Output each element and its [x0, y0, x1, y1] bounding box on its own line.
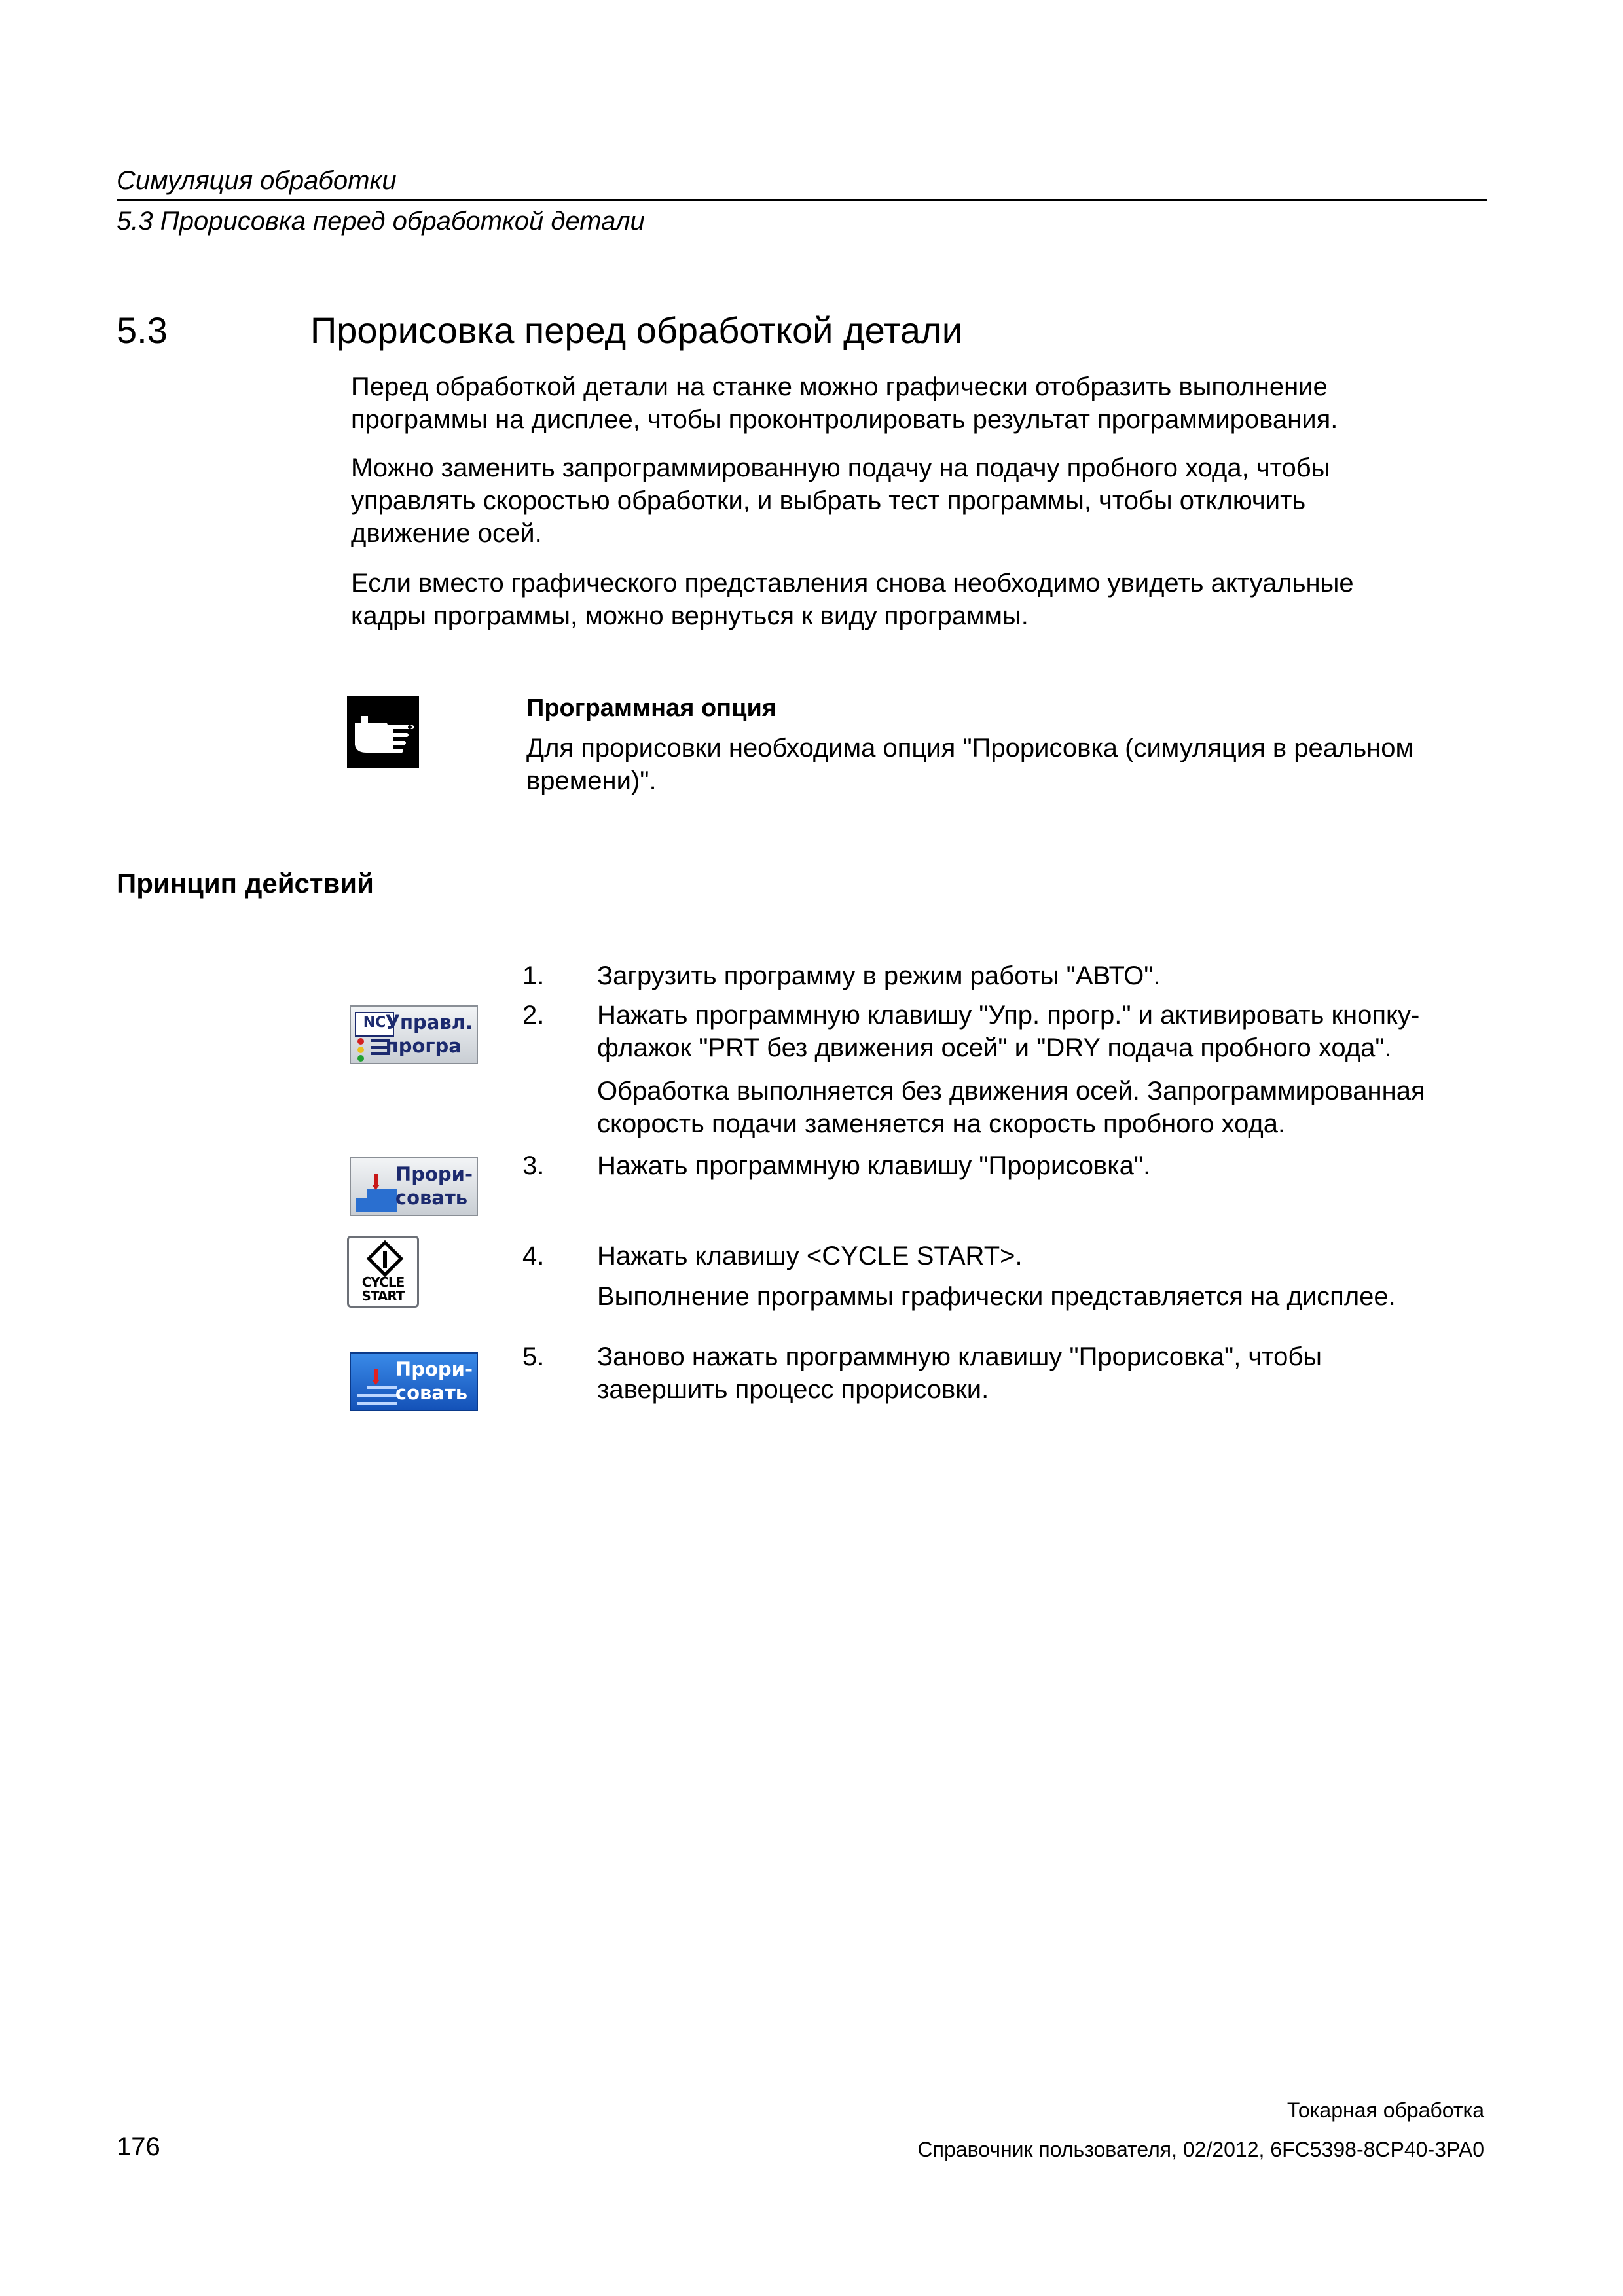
- pointing-hand-icon: [347, 696, 419, 768]
- footer-doc-title: Токарная обработка: [1286, 2098, 1484, 2122]
- softkey-label: [395, 1357, 473, 1405]
- softkey-label-line: Прори-: [395, 1358, 473, 1380]
- text-line: Перед обработкой детали на станке можно графически отобразить выполнение: [351, 372, 1328, 401]
- intro-paragraph-3: [351, 567, 1497, 632]
- note-title: Программная опция: [526, 694, 777, 722]
- section-number: 5.3: [117, 310, 168, 351]
- text-line: Можно заменить запрограммированную подачу на подачу пробного хода, чтобы: [351, 454, 1330, 482]
- running-header-section: 5.3 Прорисовка перед обработкой детали: [117, 207, 645, 236]
- key-label-line: START: [361, 1288, 405, 1304]
- text-line: Нажать программную клавишу "Прорисовка".: [597, 1151, 1151, 1180]
- running-header-chapter: Симуляция обработки: [117, 166, 397, 195]
- page-number: 176: [117, 2132, 160, 2161]
- step-number: 1.: [522, 961, 545, 990]
- text-line: Выполнение программы графически представляется на дисплее.: [597, 1282, 1396, 1311]
- text-line: Загрузить программу в режим работы "АВТО".: [597, 961, 1161, 990]
- traffic-light-icon: [357, 1038, 365, 1064]
- text-line: Обработка выполняется без движения осей. Запрограммированная: [597, 1077, 1425, 1105]
- softkey-label-line: совать: [395, 1187, 468, 1209]
- intro-paragraph-2: [351, 452, 1497, 550]
- draw-graphic-icon: [354, 1172, 399, 1213]
- text-line: Заново нажать программную клавишу "Прорисовка", чтобы: [597, 1342, 1322, 1371]
- key-label-line: CYCLE: [361, 1274, 405, 1290]
- step-result-text: [597, 1075, 1487, 1140]
- cycle-start-key[interactable]: [347, 1236, 419, 1308]
- softkey-label: [395, 1162, 473, 1210]
- header-rule: [117, 199, 1487, 201]
- step-text: [597, 1340, 1487, 1406]
- section-title: Прорисовка перед обработкой детали: [310, 310, 963, 351]
- softkey-label: [386, 1011, 473, 1058]
- text-line: Нажать программную клавишу "Упр. прогр." и активировать кнопку-: [597, 1001, 1420, 1030]
- text-line: управлять скоростью обработки, и выбрать тест программы, чтобы отключить: [351, 486, 1306, 515]
- step-number: 4.: [522, 1242, 545, 1270]
- text-line: времени)".: [526, 766, 657, 795]
- step-number: 3.: [522, 1151, 545, 1180]
- draw-graphic-icon: [354, 1367, 399, 1408]
- text-line: скорость подачи заменяется на скорость пробного хода.: [597, 1109, 1286, 1138]
- cycle-start-label: [349, 1276, 417, 1303]
- note-text: [526, 732, 1482, 797]
- draw-softkey[interactable]: [350, 1157, 478, 1216]
- cycle-start-icon-bar: [383, 1251, 387, 1268]
- principle-heading: Принцип действий: [117, 868, 374, 899]
- step-number: 2.: [522, 1001, 545, 1030]
- softkey-label-line: програ: [385, 1035, 462, 1057]
- text-line: флажок "PRT без движения осей" и "DRY подача пробного хода".: [597, 1033, 1392, 1062]
- step-text: [597, 1149, 1487, 1182]
- text-line: программы на дисплее, чтобы проконтролировать результат программирования.: [351, 405, 1338, 434]
- text-line: кадры программы, можно вернуться к виду программы.: [351, 601, 1029, 630]
- text-line: Для прорисовки необходима опция "Прорисовка (симуляция в реальном: [526, 734, 1413, 762]
- text-line: движение осей.: [351, 519, 542, 548]
- softkey-label-line: Управл.: [385, 1011, 473, 1033]
- text-line: Нажать клавишу <CYCLE START>.: [597, 1242, 1023, 1270]
- step-text: [597, 999, 1487, 1064]
- nc-icon: NC: [355, 1012, 394, 1037]
- step-number: 5.: [522, 1342, 545, 1371]
- text-line: завершить процесс прорисовки.: [597, 1375, 989, 1404]
- step-text: [597, 1240, 1487, 1272]
- footer-doc-ref: Справочник пользователя, 02/2012, 6FC5398-8CP40-3PA0: [917, 2138, 1484, 2161]
- text-line: Если вместо графического представления снова необходимо увидеть актуальные: [351, 569, 1354, 598]
- step-result-text: [597, 1280, 1487, 1313]
- intro-paragraph-1: [351, 370, 1497, 436]
- softkey-label-line: Прори-: [395, 1163, 473, 1185]
- draw-softkey-active[interactable]: [350, 1352, 478, 1411]
- step-text: [597, 960, 1487, 992]
- softkey-label-line: совать: [395, 1382, 468, 1404]
- program-control-softkey[interactable]: [350, 1005, 478, 1064]
